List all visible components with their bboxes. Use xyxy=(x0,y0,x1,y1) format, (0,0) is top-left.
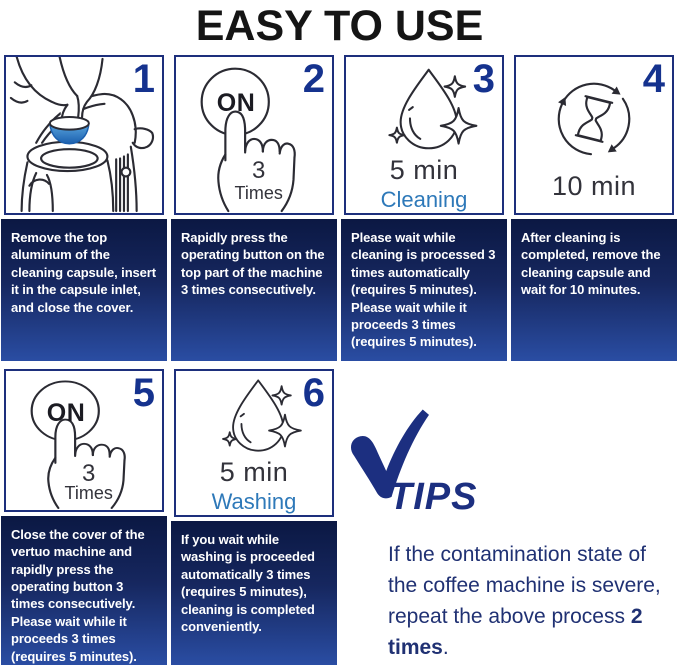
sparkle-icon xyxy=(272,386,290,404)
phase-label: Cleaning xyxy=(380,187,468,212)
tips-text-bold: 2 times xyxy=(388,605,643,659)
step-text: After cleaning is completed, remove the cleaning capsule and wait for 10 minutes. xyxy=(521,230,661,298)
step-number: 2 xyxy=(302,57,325,101)
phase-label: Washing xyxy=(211,489,297,514)
step-text: Close the cover of the vertuo machine and rapidly press the operating button 3 times consecutively. Please wait while it proceeds 3 times (requires 5 minutes). xyxy=(11,526,145,664)
tips-section xyxy=(341,369,677,665)
press-count: 3 xyxy=(251,156,266,184)
step-1-illustration xyxy=(4,55,164,215)
page-title: EASY TO USE xyxy=(195,2,484,50)
tips-text-after: . xyxy=(442,636,449,659)
duration-label: 5 min xyxy=(389,155,459,185)
step-text: Please wait while cleaning is processed 3 times automatically (requires 5 minutes). Please wait while it proceeds 3 times (requires 5 minutes). xyxy=(351,230,496,350)
step-6-description xyxy=(171,521,337,665)
step-3-illustration xyxy=(344,55,504,215)
step-text: Rapidly press the operating button on the top part of the machine 3 times consecutively. xyxy=(181,230,325,298)
step-number: 4 xyxy=(642,57,665,101)
step-2-description xyxy=(171,219,337,361)
duration-label: 5 min xyxy=(219,457,289,487)
step-number: 5 xyxy=(132,371,155,415)
duration-label: 10 min xyxy=(551,171,637,201)
step-4-illustration xyxy=(514,55,674,215)
tips-text xyxy=(388,539,668,663)
step-6-illustration xyxy=(174,369,334,517)
step-card-5 xyxy=(1,369,167,665)
sparkle-icon xyxy=(269,415,301,447)
press-count-unit: Times xyxy=(234,183,283,204)
step-card-2 xyxy=(171,55,337,361)
steps-grid xyxy=(0,55,679,665)
step-card-4 xyxy=(511,55,677,361)
step-3-description xyxy=(341,219,507,361)
step-text: Remove the top aluminum of the cleaning capsule, insert it in the capsule inlet, and close the cover. xyxy=(11,230,156,315)
step-text: If you wait while washing is proceeded automatically 3 times (requires 5 minutes), cleaning is completed conveniently. xyxy=(181,532,315,635)
on-button-label: ON xyxy=(216,88,256,117)
step-card-3 xyxy=(341,55,507,361)
step-number: 1 xyxy=(132,57,155,101)
step-4-description xyxy=(511,219,677,361)
tips-text-before: If the contamination state of the coffee machine is severe, repeat the above process xyxy=(388,543,661,628)
hourglass-icon xyxy=(576,96,612,142)
on-button-label: ON xyxy=(46,399,86,428)
tips-title: TIPS xyxy=(389,476,478,518)
press-count-unit: Times xyxy=(64,483,113,504)
step-5-illustration xyxy=(4,369,164,512)
step-card-1 xyxy=(1,55,167,361)
step-card-6 xyxy=(171,369,337,665)
sparkle-icon xyxy=(445,76,466,97)
step-number: 6 xyxy=(302,371,325,415)
press-count: 3 xyxy=(81,459,96,487)
step-5-description xyxy=(1,516,167,665)
sparkle-icon xyxy=(441,108,477,144)
step-2-illustration xyxy=(174,55,334,215)
step-1-description xyxy=(1,219,167,361)
step-number: 3 xyxy=(472,57,495,101)
